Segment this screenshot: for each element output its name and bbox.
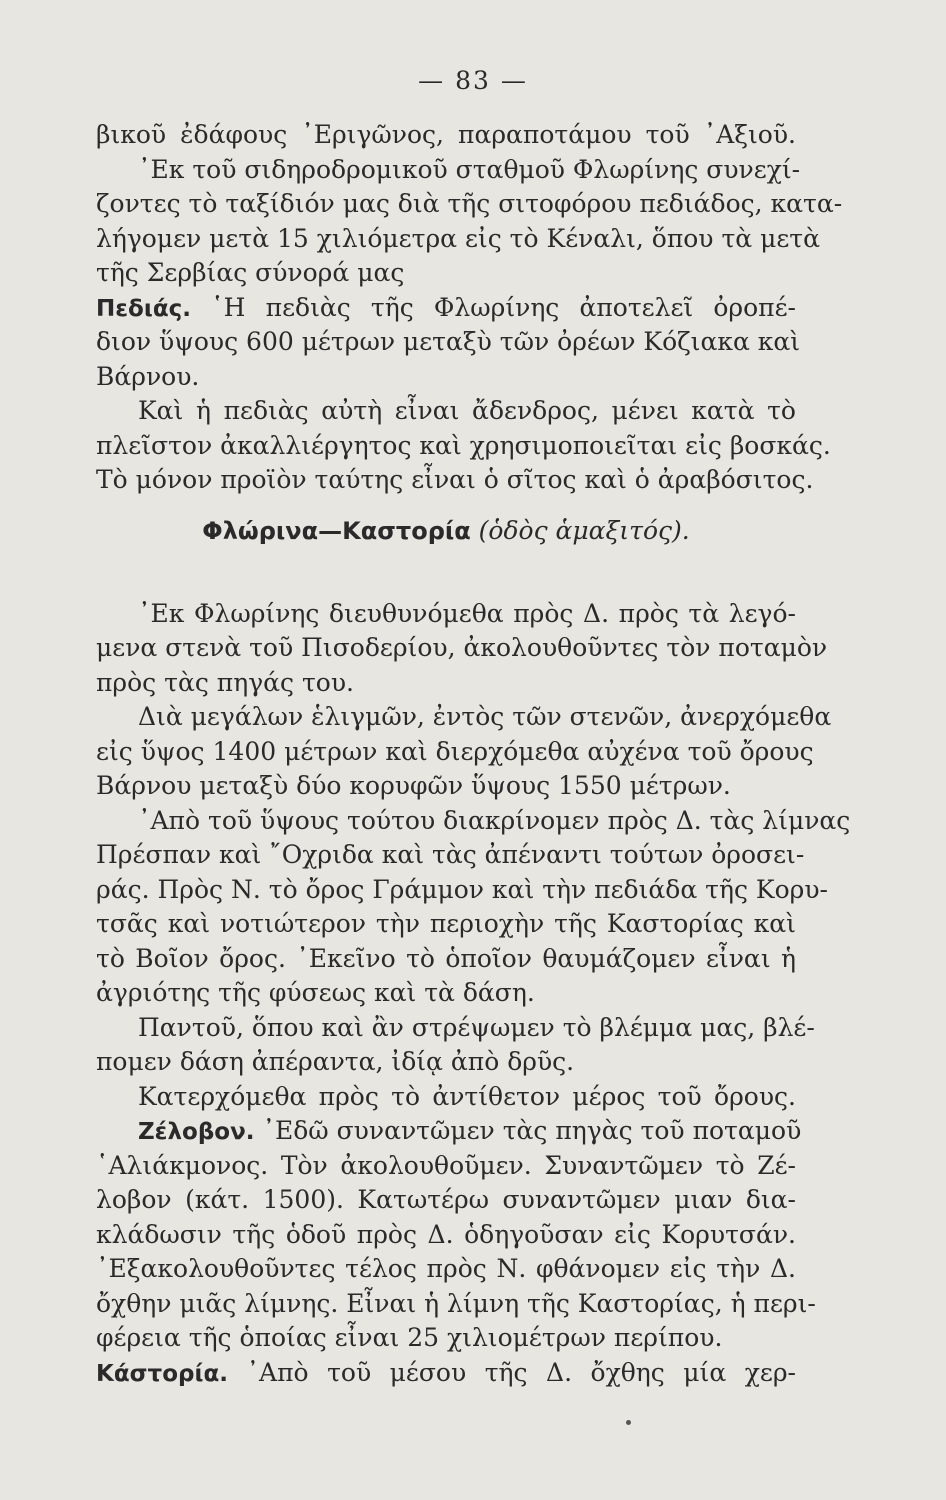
text-line: ζοντες τὸ ταξίδιόν μας διὰ τῆς σιτοφόρου πεδιάδος, κατα- (96, 189, 843, 218)
text-line: ῾Αλιάκμονος. Τὸν ἀκολουθοῦμεν. Συναντῶμεν τὸ Ζέ- (96, 1150, 796, 1180)
text-span: ῾Η πεδιὰς τῆς Φλωρίνης ἀποτελεῖ ὀροπέ- (211, 292, 796, 322)
heading-title: Φλώρινα—Καστορία (202, 516, 471, 545)
zelovon-paragraph-start (96, 1114, 802, 1149)
text-line: τὸ Βοῖον ὄρος. ᾽Εκεῖνο τὸ ὁποῖον θαυμάζομεν εἶναι ἡ (96, 943, 796, 973)
text-line: εἰς ὕψος 1400 μέτρων καὶ διερχόμεθα αὐχένα τοῦ ὄρους (96, 736, 814, 766)
ink-speck (626, 1420, 631, 1425)
text-line: βικοῦ ἐδάφους ᾽Εριγῶνος, παραποτάμου τοῦ ᾽Αξιοῦ. (96, 120, 796, 149)
text-line: μενα στενὰ τοῦ Πισοδερίου, ἀκολουθοῦντες τὸν ποταμὸν (96, 633, 828, 662)
text-line: Βάρνου μεταξὺ δύο κορυφῶν ὕψους 1550 μέτρων. (96, 771, 731, 800)
kastoria-title: Κάστορία. (96, 1360, 228, 1387)
text-line: Κατερχόμεθα πρὸς τὸ ἀντίθετον μέρος τοῦ ὄρους. (138, 1081, 796, 1111)
text-line: ράς. Πρὸς Ν. τὸ ὄρος Γράμμον καὶ τὴν πεδιάδα τῆς Κορυ- (96, 874, 828, 904)
pedias-paragraph-start (96, 291, 796, 326)
text-line: ᾽Εκ Φλωρίνης διευθυνόμεθα πρὸς Δ. πρὸς τὰ λεγό- (138, 598, 796, 628)
kastoria-paragraph-start (96, 1356, 796, 1391)
text-line: Πρέσπαν καὶ ῎Οχριδα καὶ τὰς ἀπέναντι τούτων ὀροσει- (96, 840, 805, 869)
text-span: ᾽Εδῶ συναντῶμεν τὰς πηγὰς τοῦ ποταμοῦ (262, 1116, 802, 1145)
text-line: τῆς Σερβίας σύνορά μας (96, 258, 405, 287)
text-line: Βάρνου. (96, 361, 200, 391)
text-span: ᾽Απὸ τοῦ μέσου τῆς Δ. ὄχθης μία χερ- (246, 1357, 796, 1387)
text-line: ᾽Απὸ τοῦ ὕψους τούτου διακρίνομεν πρὸς Δ. τὰς λίμνας (138, 805, 851, 835)
zelovon-title: Ζέλοβον. (138, 1119, 255, 1145)
text-line: Καὶ ἡ πεδιὰς αὐτὴ εἶναι ἄδενδρος, μένει κατὰ τὸ (138, 396, 796, 425)
text-line: ἀγριότης τῆς φύσεως καὶ τὰ δάση. (96, 978, 535, 1007)
text-line: ᾽Εξακολουθοῦντες τέλος πρὸς Ν. φθάνομεν εἰς τὴν Δ. (96, 1254, 796, 1283)
text-line: λοβον (κάτ. 1500). Κατωτέρω συναντῶμεν μιαν δια- (96, 1185, 796, 1214)
section-heading (96, 498, 796, 597)
text-line: διον ὕψους 600 μέτρων μεταξὺ τῶν ὀρέων Κόζιακα καὶ (96, 327, 801, 356)
text-line: Διὰ μεγάλων ἑλιγμῶν, ἐντὸς τῶν στενῶν, ἀνερχόμεθα (138, 702, 832, 731)
text-line: πλεῖστον ἀκαλλιέργητος καὶ χρησιμοποιεῖται εἰς βοσκάς. (96, 430, 831, 460)
page-text (96, 118, 851, 1390)
text-line: ᾽Εκ τοῦ σιδηροδρομικοῦ σταθμοῦ Φλωρίνης συνεχί- (138, 154, 801, 184)
text-line: λήγομεν μετὰ 15 χιλιόμετρα εἰς τὸ Κέναλι, ὅπου τὰ μετὰ (96, 223, 821, 253)
page-number: — 83 — (418, 66, 528, 95)
text-line: τσᾶς καὶ νοτιώτερον τὴν περιοχὴν τῆς Καστορίας καὶ (96, 909, 796, 938)
pedias-title: Πεδιάς. (96, 295, 191, 322)
text-line: Τὸ μόνον προϊὸν ταύτης εἶναι ὁ σῖτος καὶ ὁ ἀραβόσιτος. (96, 465, 814, 494)
text-line: Παντοῦ, ὅπου καὶ ἂν στρέψωμεν τὸ βλέμμα μας, βλέ- (138, 1012, 815, 1042)
heading-subtitle: (ὁδὸς ἁμαξιτός). (478, 515, 690, 545)
text-line: πομεν δάση ἀπέραντα, ἰδίᾳ ἀπὸ δρῦς. (96, 1047, 575, 1076)
text-line: κλάδωσιν τῆς ὁδοῦ πρὸς Δ. ὁδηγοῦσαν εἰς Κορυτσάν. (96, 1219, 796, 1249)
text-line: ὄχθην μιᾶς λίμνης. Εἶναι ἡ λίμνη τῆς Καστορίας, ἡ περι- (96, 1288, 816, 1318)
text-line: φέρεια τῆς ὁποίας εἶναι 25 χιλιομέτρων περίπου. (96, 1323, 723, 1352)
text-line: πρὸς τὰς πηγάς του. (96, 667, 354, 697)
